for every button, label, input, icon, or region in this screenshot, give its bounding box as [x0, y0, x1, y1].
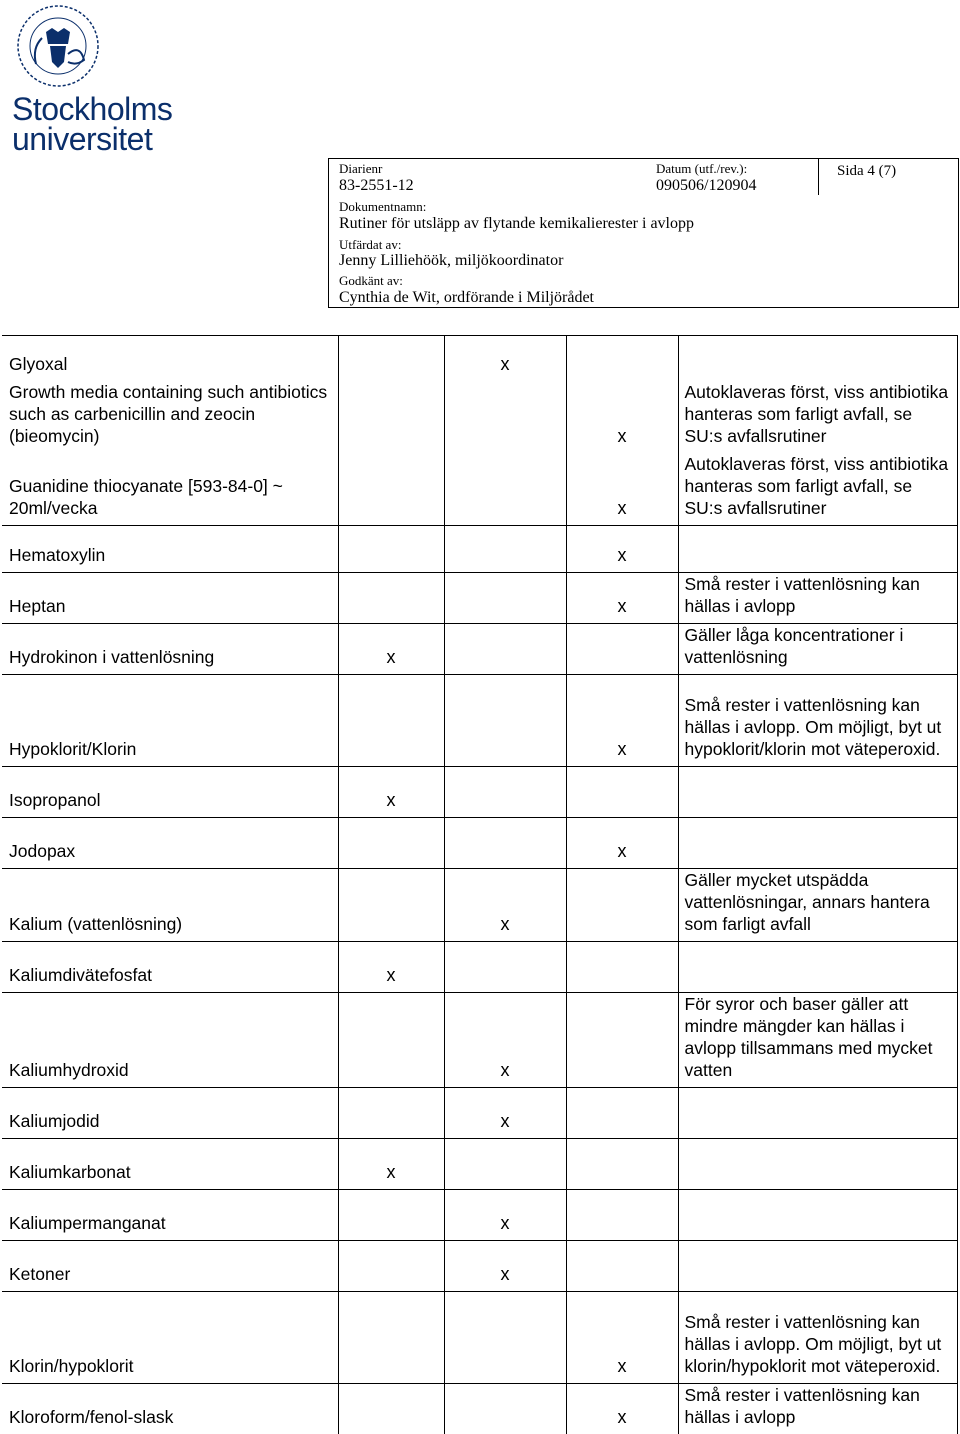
note: Gäller låga koncentrationer i vattenlösning	[678, 623, 957, 674]
table-row	[2, 992, 957, 1087]
godkant-value: Cynthia de Wit, ordförande i Miljörådet	[339, 289, 594, 306]
table-row	[2, 1189, 957, 1240]
mark-col-2: x	[338, 941, 444, 992]
mark-col-2: x	[338, 1138, 444, 1189]
note: Små rester i vattenlösning kan hällas i avlopp	[678, 1383, 957, 1434]
mark-col-2: x	[338, 766, 444, 817]
utfardat-value: Jenny Lilliehöök, miljökoordinator	[339, 252, 564, 269]
mark-col-4	[566, 1189, 678, 1240]
note: Små rester i vattenlösning kan hällas i avlopp. Om möjligt, byt ut hypoklorit/klorin mot väteperoxid.	[678, 674, 957, 766]
table-row	[2, 1240, 957, 1291]
mark-col-3	[444, 381, 566, 453]
mark-col-4	[566, 868, 678, 941]
mark-col-2	[338, 1189, 444, 1240]
mark-col-4: x	[566, 674, 678, 766]
table-row	[2, 336, 957, 381]
mark-col-2	[338, 572, 444, 623]
page-number: Sida 4 (7)	[837, 163, 897, 179]
mark-col-2	[338, 453, 444, 526]
note	[678, 1240, 957, 1291]
mark-col-4	[566, 941, 678, 992]
mark-col-4: x	[566, 1291, 678, 1383]
mark-col-2	[338, 1240, 444, 1291]
chemical-name: Kalium (vattenlösning)	[2, 868, 338, 941]
table-row	[2, 868, 957, 941]
diarienr-value: 83-2551-12	[339, 177, 414, 194]
mark-col-3	[444, 1138, 566, 1189]
table-row	[2, 1087, 957, 1138]
chemicals-table	[2, 335, 958, 1434]
chemical-name: Kaliumpermanganat	[2, 1189, 338, 1240]
mark-col-4: x	[566, 525, 678, 572]
table-row	[2, 674, 957, 766]
document-header	[328, 158, 959, 308]
chemical-name: Isopropanol	[2, 766, 338, 817]
datum-value: 090506/120904	[656, 177, 757, 194]
table-row	[2, 941, 957, 992]
utfardat-label: Utfärdat av:	[339, 237, 402, 252]
mark-col-2	[338, 1383, 444, 1434]
chemical-name: Kloroform/fenol-slask	[2, 1383, 338, 1434]
chemical-name: Heptan	[2, 572, 338, 623]
note	[678, 336, 957, 381]
table-row	[2, 1291, 957, 1383]
logo-line1: Stockholms	[12, 91, 173, 127]
note	[678, 817, 957, 868]
note	[678, 1138, 957, 1189]
mark-col-4	[566, 766, 678, 817]
chemical-name: Kaliumkarbonat	[2, 1138, 338, 1189]
note: Autoklaveras först, viss antibiotika hanteras som farligt avfall, se SU:s avfallsrutiner	[678, 453, 957, 526]
mark-col-3	[444, 572, 566, 623]
mark-col-4: x	[566, 453, 678, 526]
mark-col-3	[444, 1383, 566, 1434]
mark-col-2	[338, 381, 444, 453]
note	[678, 766, 957, 817]
table-row	[2, 1138, 957, 1189]
table-row	[2, 817, 957, 868]
note	[678, 525, 957, 572]
mark-col-2	[338, 817, 444, 868]
chemical-name: Growth media containing such antibiotics such as carbenicillin and zeocin (bieomycin)	[2, 381, 338, 453]
note	[678, 941, 957, 992]
mark-col-4: x	[566, 817, 678, 868]
godkant-label: Godkänt av:	[339, 273, 403, 288]
chemical-name: Ketoner	[2, 1240, 338, 1291]
mark-col-2	[338, 992, 444, 1087]
mark-col-3: x	[444, 1240, 566, 1291]
mark-col-3	[444, 817, 566, 868]
dokumentnamn-value: Rutiner för utsläpp av flytande kemikalierester i avlopp	[339, 215, 694, 232]
mark-col-2	[338, 868, 444, 941]
table-row	[2, 381, 957, 453]
chemical-name: Hydrokinon i vattenlösning	[2, 623, 338, 674]
mark-col-3: x	[444, 868, 566, 941]
table-row	[2, 453, 957, 526]
table-row	[2, 525, 957, 572]
mark-col-4	[566, 1240, 678, 1291]
mark-col-3: x	[444, 336, 566, 381]
note: För syror och baser gäller att mindre mängder kan hällas i avlopp tillsammans med mycket vatten	[678, 992, 957, 1087]
mark-col-4	[566, 623, 678, 674]
table-row	[2, 572, 957, 623]
mark-col-2	[338, 1087, 444, 1138]
mark-col-4	[566, 336, 678, 381]
mark-col-4	[566, 992, 678, 1087]
chemical-name: Hypoklorit/Klorin	[2, 674, 338, 766]
note: Autoklaveras först, viss antibiotika hanteras som farligt avfall, se SU:s avfallsrutiner	[678, 381, 957, 453]
mark-col-2	[338, 525, 444, 572]
chemical-name: Kaliumhydroxid	[2, 992, 338, 1087]
mark-col-3	[444, 1291, 566, 1383]
chemical-name: Klorin/hypoklorit	[2, 1291, 338, 1383]
mark-col-3	[444, 941, 566, 992]
mark-col-3	[444, 453, 566, 526]
table-row	[2, 623, 957, 674]
mark-col-4: x	[566, 381, 678, 453]
note: Gäller mycket utspädda vattenlösningar, annars hantera som farligt avfall	[678, 868, 957, 941]
chemical-name: Kaliumdivätefosfat	[2, 941, 338, 992]
note: Små rester i vattenlösning kan hällas i avlopp	[678, 572, 957, 623]
mark-col-3	[444, 766, 566, 817]
datum-label: Datum (utf./rev.):	[656, 161, 748, 176]
mark-col-4: x	[566, 1383, 678, 1434]
mark-col-3: x	[444, 1087, 566, 1138]
table-row	[2, 1383, 957, 1434]
chemical-name: Hematoxylin	[2, 525, 338, 572]
mark-col-4	[566, 1138, 678, 1189]
dokumentnamn-label: Dokumentnamn:	[339, 199, 427, 214]
mark-col-3: x	[444, 992, 566, 1087]
university-seal-icon	[6, 4, 116, 99]
university-logo	[6, 4, 196, 157]
mark-col-2	[338, 674, 444, 766]
mark-col-3	[444, 623, 566, 674]
diarienr-label: Diarienr	[339, 161, 383, 176]
note	[678, 1189, 957, 1240]
mark-col-4	[566, 1087, 678, 1138]
chemical-name: Guanidine thiocyanate [593-84-0] ~ 20ml/vecka	[2, 453, 338, 526]
table-row	[2, 766, 957, 817]
note	[678, 1087, 957, 1138]
logo-line2: universitet	[12, 121, 153, 157]
mark-col-4: x	[566, 572, 678, 623]
mark-col-3	[444, 525, 566, 572]
note: Små rester i vattenlösning kan hällas i avlopp. Om möjligt, byt ut klorin/hypoklorit mot väteperoxid.	[678, 1291, 957, 1383]
mark-col-2: x	[338, 623, 444, 674]
chemical-name: Kaliumjodid	[2, 1087, 338, 1138]
mark-col-3	[444, 674, 566, 766]
mark-col-2	[338, 1291, 444, 1383]
chemical-name: Glyoxal	[2, 336, 338, 381]
mark-col-2	[338, 336, 444, 381]
chemical-name: Jodopax	[2, 817, 338, 868]
mark-col-3: x	[444, 1189, 566, 1240]
